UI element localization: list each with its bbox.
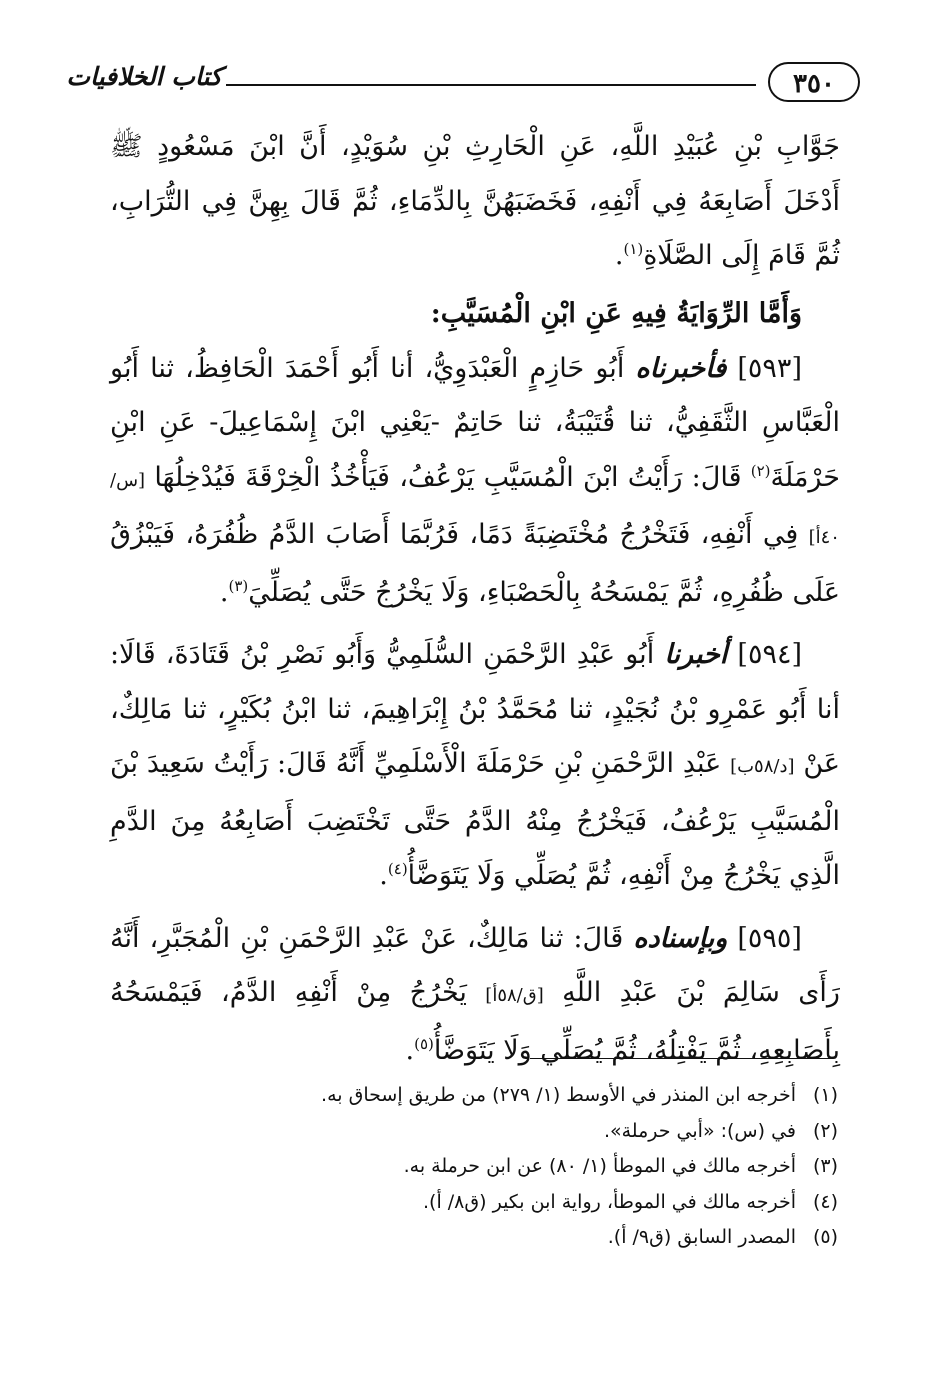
footnote-marker: (٥): [414, 1034, 434, 1053]
header-rule: [226, 84, 756, 86]
paragraph-continuation: [110, 120, 840, 284]
manuscript-ref: [ق/٥٨أ]: [485, 985, 544, 1006]
hadith-lead-word: وبإسناده: [633, 922, 728, 954]
footnote-text: في (س): «أبي حرملة».: [603, 1119, 796, 1142]
footnote-text: أخرجه مالك في الموطأ، رواية ابن بكير (ق٨/ أ).: [423, 1190, 796, 1213]
page-number: ٣٥٠: [768, 62, 860, 102]
hadith-text: فِي أَنْفِهِ، فَتَخْرُجُ مُخْتَضِبَةً دَمًا، فَرُبَّمَا أَصَابَ الدَّمُ ظُفُرَهُ، فَيَبْزُقُ عَلَى ظُفُرِهِ، ثُمَّ يَمْسَحُهُ بِالْحَصْبَاءِ، وَلَا يَخْرُجُ حَتَّى يُصَلِّيَ: [110, 519, 840, 608]
footnote-item: [200, 1185, 838, 1221]
footnote-text: المصدر السابق (ق٩/ أ).: [607, 1226, 796, 1248]
hadith-number: [٥٩٤]: [737, 639, 803, 670]
footnote-marker: (١): [623, 240, 644, 258]
footnote-number: (٤): [812, 1190, 838, 1213]
hadith-number: [٥٩٣]: [737, 352, 802, 384]
footnote-number: (٢): [812, 1119, 838, 1142]
footnote-text: أخرجه ابن المنذر في الأوسط (١/ ٢٧٩) من طريق إسحاق به.: [321, 1084, 796, 1106]
hadith-593: [110, 342, 840, 621]
hadith-text: قَالَ: ثنا مَالِكٌ، عَنْ عَبْدِ الرَّحْمَنِ بْنِ الْمُجَبَّرِ، أَنَّهُ رَأَى سَالِمَ بْنَ عَبْدِ اللَّهِ: [110, 922, 840, 1008]
footnote-separator: [530, 1058, 832, 1059]
footnote-item: [200, 1220, 838, 1256]
hadith-end: .: [405, 1034, 415, 1066]
hadith-end: .: [379, 860, 388, 891]
footnote-text: أخرجه مالك في الموطأ (١/ ٨٠) عن ابن حرملة به.: [403, 1155, 796, 1177]
hadith-lead-word: أخبرنا: [664, 639, 728, 670]
footnotes: [200, 1078, 838, 1256]
footnote-item: [200, 1114, 838, 1150]
footnote-marker: (٤): [387, 860, 408, 878]
hadith-end: .: [219, 576, 229, 608]
footnote-item: [200, 1149, 838, 1185]
paragraph-end: .: [614, 240, 624, 271]
main-text: [110, 120, 840, 1078]
hadith-595: [110, 912, 840, 1079]
footnote-marker: (٣): [228, 576, 249, 595]
manuscript-ref: [س/٤٠أ]: [110, 469, 840, 548]
page-header: [66, 60, 860, 108]
hadith-text: أَبُو حَازِمٍ الْعَبْدَوِيُّ، أنا أَبُو أَحْمَدَ الْحَافِظُ، ثنا أَبُو الْعَبَّاسِ الثَّقَفِيُّ، ثنا قُتَيْبَةُ، ثنا حَاتِمٌ -يَعْنِي ابْنَ إِسْمَاعِيلَ- عَنِ ابْنِ حَرْمَلَةَ: [110, 352, 840, 493]
hadith-text: يَخْرُجُ مِنْ أَنْفِهِ الدَّمُ، فَيَمْسَحُهُ بِأَصَابِعِهِ، ثُمَّ يَفْتِلُهُ، ثُمَّ يُصَلِّي وَلَا يَتَوَضَّأُ: [110, 977, 840, 1066]
footnote-item: [200, 1078, 838, 1114]
hadith-text: أَبُو عَبْدِ الرَّحْمَنِ السُّلَمِيُّ وَأَبُو نَصْرِ بْنُ قَتَادَةَ، قَالَا: أنا أَبُو عَمْرِو بْنُ نُجَيْدٍ، ثنا مُحَمَّدُ بْنُ إِبْرَاهِيمَ، ثنا ابْنُ بُكَيْرٍ، ثنا مَالِكٌ، عَنْ: [110, 639, 840, 779]
footnote-number: (٥): [812, 1226, 838, 1248]
footnote-number: (٣): [812, 1155, 838, 1177]
hadith-number: [٥٩٥]: [737, 922, 802, 954]
hadith-text: عَبْدِ الرَّحْمَنِ بْنِ حَرْمَلَةَ الْأَسْلَمِيِّ أَنَّهُ قَالَ: رَأَيْتُ سَعِيدَ بْنَ الْمُسَيَّبِ يَرْعُفُ، فَيَخْرُجُ مِنْهُ الدَّمُ حَتَّى تَخْتَضِبَ أَصَابِعُهُ مِنَ الدَّمِ الَّذِي يَخْرُجُ مِنْ أَنْفِهِ، ثُمَّ يُصَلِّي وَلَا يَتَوَضَّأُ: [110, 748, 840, 891]
footnote-number: (١): [812, 1084, 838, 1106]
book-title: كتاب الخلافيات: [66, 62, 222, 91]
manuscript-ref: [د/٥٨ب]: [730, 756, 795, 777]
hadith-text: قَالَ: رَأَيْتُ ابْنَ الْمُسَيَّبِ يَرْعُفُ، فَيَأْخُذُ الْخِرْقَةَ فَيُدْخِلُهَا: [154, 461, 742, 493]
section-heading: وَأَمَّا الرِّوَايَةُ فِيهِ عَنِ ابْنِ الْمُسَيَّبِ:: [430, 297, 802, 329]
footnote-marker: (٢): [750, 461, 771, 480]
paragraph-text: جَوَّابِ بْنِ عُبَيْدِ اللَّهِ، عَنِ الْحَارِثِ بْنِ سُوَيْدٍ، أَنَّ ابْنَ مَسْعُودٍ ﷺ أَدْخَلَ أَصَابِعَهُ فِي أَنْفِهِ، فَخَضَبَهُنَّ بِالدِّمَاءِ، ثُمَّ قَالَ بِهِنَّ فِي التُّرَابِ، ثُمَّ قَامَ إِلَى الصَّلَاةِ: [110, 131, 840, 271]
hadith-594: [110, 628, 840, 904]
hadith-lead-word: فأخبرناه: [635, 352, 727, 384]
